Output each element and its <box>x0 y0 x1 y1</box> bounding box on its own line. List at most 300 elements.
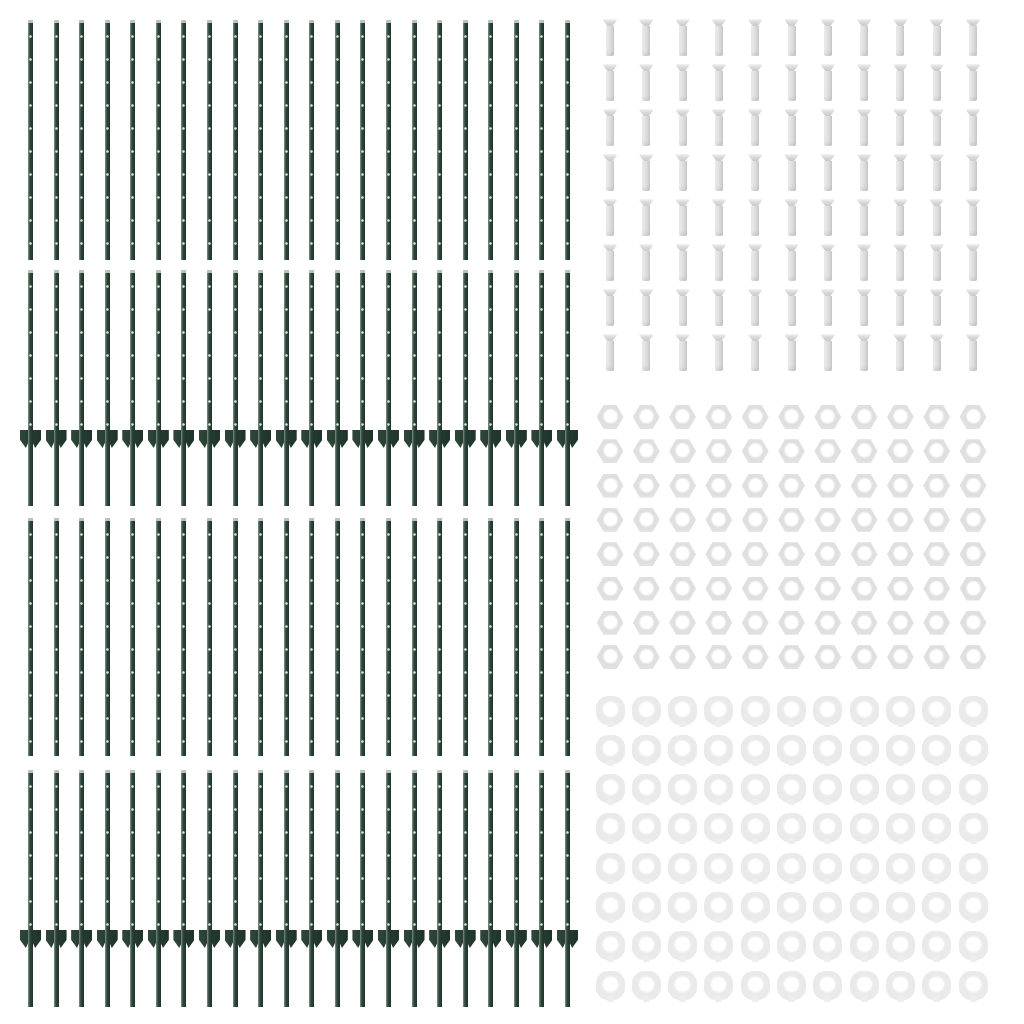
washer-icon <box>959 971 988 1000</box>
bolt-icon <box>639 19 653 56</box>
bolt-head <box>930 109 944 116</box>
bolt-icon <box>676 244 690 281</box>
washer-icon <box>922 971 951 1000</box>
fence-post <box>156 270 161 506</box>
bolt-icon <box>676 64 690 101</box>
post-holes <box>54 523 59 751</box>
bolt-head <box>857 109 871 116</box>
bolt-shank <box>824 206 832 236</box>
post-holes <box>488 25 493 255</box>
hex-nut-icon <box>923 542 950 566</box>
bolt-icon <box>712 244 726 281</box>
post-holes <box>565 275 570 431</box>
bolt-icon <box>748 64 762 101</box>
bolt-shank <box>933 161 941 191</box>
post-holes <box>207 775 212 931</box>
fence-post <box>463 770 468 1007</box>
hex-nut-icon <box>960 645 987 669</box>
washer-icon <box>668 892 697 921</box>
bolt-head <box>603 244 617 251</box>
bolt-icon <box>712 334 726 371</box>
hex-nut-icon <box>923 474 950 498</box>
bolt-icon <box>893 109 907 146</box>
fence-post <box>284 770 289 1007</box>
bolt-head <box>893 154 907 161</box>
fence-post <box>386 518 391 756</box>
washer-icon <box>850 774 879 803</box>
bolt-shank <box>715 206 723 236</box>
bolt-shank <box>860 26 868 56</box>
fence-post <box>309 518 314 756</box>
hex-nut-icon <box>960 474 987 498</box>
washer-icon <box>777 853 806 882</box>
post-holes <box>79 775 84 931</box>
bolt-shank <box>715 71 723 101</box>
washer-icon <box>668 774 697 803</box>
washer-icon <box>886 696 915 725</box>
bolt-icon <box>748 199 762 236</box>
bolt-shank <box>679 116 687 146</box>
bolt-head <box>785 244 799 251</box>
bolt-shank <box>896 116 904 146</box>
fence-post <box>130 518 135 756</box>
bolt-head <box>603 64 617 71</box>
bolt-shank <box>933 26 941 56</box>
post-holes <box>28 523 33 751</box>
washer-icon <box>777 971 806 1000</box>
hex-nut-icon <box>742 577 769 601</box>
washer-icon <box>596 853 625 882</box>
fence-post <box>539 770 544 1007</box>
bolt-head <box>712 19 726 26</box>
hex-nut-icon <box>887 645 914 669</box>
washer-icon <box>596 971 625 1000</box>
bolt-icon <box>821 334 835 371</box>
hex-nut-icon <box>705 508 732 532</box>
bolt-icon <box>712 109 726 146</box>
post-holes <box>258 775 263 931</box>
bolt-shank <box>896 251 904 281</box>
bolt-shank <box>751 161 759 191</box>
washer-icon <box>850 813 879 842</box>
washer-icon <box>922 735 951 764</box>
post-holes <box>130 775 135 931</box>
bolt-head <box>893 64 907 71</box>
bolt-shank <box>642 71 650 101</box>
fence-post <box>105 270 110 506</box>
post-holes <box>412 775 417 931</box>
post-holes <box>258 523 263 751</box>
post-holes <box>437 775 442 931</box>
post-holes <box>309 275 314 431</box>
hex-nut-icon <box>669 577 696 601</box>
bolt-icon <box>712 154 726 191</box>
hex-nut-icon <box>633 577 660 601</box>
washer-icon <box>668 931 697 960</box>
bolt-head <box>821 334 835 341</box>
bolt-head <box>785 19 799 26</box>
washer-icon <box>704 971 733 1000</box>
post-holes <box>335 523 340 751</box>
bolt-shank <box>824 251 832 281</box>
fence-post <box>565 270 570 506</box>
bolt-icon <box>785 289 799 326</box>
bolt-shank <box>679 26 687 56</box>
bolt-icon <box>676 289 690 326</box>
bolt-shank <box>969 116 977 146</box>
bolt-head <box>893 19 907 26</box>
washer-icon <box>886 735 915 764</box>
post-holes <box>335 775 340 931</box>
bolt-icon <box>603 289 617 326</box>
bolt-shank <box>896 296 904 326</box>
washer-icon <box>959 774 988 803</box>
bolt-head <box>966 109 980 116</box>
fence-post <box>386 770 391 1007</box>
post-holes <box>335 275 340 431</box>
post-holes <box>386 775 391 931</box>
hex-nut-icon <box>851 508 878 532</box>
bolt-icon <box>966 244 980 281</box>
hex-nut-icon <box>597 439 624 463</box>
washer-icon <box>813 813 842 842</box>
bolt-shank <box>642 161 650 191</box>
hex-nut-icon <box>705 542 732 566</box>
fence-post <box>207 20 212 260</box>
bolt-head <box>930 154 944 161</box>
bolt-head <box>639 244 653 251</box>
bolt-head <box>748 64 762 71</box>
washer-icon <box>777 774 806 803</box>
bolt-head <box>821 64 835 71</box>
post-holes <box>79 523 84 751</box>
bolt-icon <box>857 19 871 56</box>
fence-post <box>54 20 59 260</box>
fence-post <box>335 20 340 260</box>
fence-post <box>565 20 570 260</box>
post-holes <box>360 523 365 751</box>
fence-post <box>360 518 365 756</box>
bolt-shank <box>751 251 759 281</box>
bolt-shank <box>788 26 796 56</box>
bolt-head <box>639 19 653 26</box>
bolt-shank <box>788 296 796 326</box>
bolt-head <box>639 109 653 116</box>
post-holes <box>181 275 186 431</box>
bolt-shank <box>606 71 614 101</box>
washer-icon <box>596 774 625 803</box>
fence-post <box>28 20 33 260</box>
bolt-head <box>966 244 980 251</box>
bolt-icon <box>785 334 799 371</box>
bolt-head <box>966 64 980 71</box>
bolt-head <box>966 289 980 296</box>
fence-post <box>54 270 59 506</box>
bolt-shank <box>606 251 614 281</box>
bolt-icon <box>639 334 653 371</box>
fence-post <box>207 270 212 506</box>
bolt-shank <box>642 341 650 371</box>
washer-icon <box>632 853 661 882</box>
washer-icon <box>922 774 951 803</box>
post-holes <box>130 25 135 255</box>
bolt-shank <box>642 116 650 146</box>
bolt-icon <box>893 289 907 326</box>
bolt-shank <box>606 26 614 56</box>
bolt-head <box>603 19 617 26</box>
post-holes <box>79 25 84 255</box>
bolt-shank <box>896 341 904 371</box>
washer-icon <box>741 774 770 803</box>
washer-icon <box>813 853 842 882</box>
fence-post <box>79 770 84 1007</box>
hex-nut-icon <box>633 645 660 669</box>
hex-nut-icon <box>597 542 624 566</box>
bolt-head <box>821 199 835 206</box>
bolt-icon <box>821 244 835 281</box>
hex-nut-icon <box>742 474 769 498</box>
bolt-icon <box>785 19 799 56</box>
bolt-head <box>676 244 690 251</box>
post-holes <box>156 25 161 255</box>
post-holes <box>488 775 493 931</box>
hex-nut-icon <box>851 577 878 601</box>
post-holes <box>463 775 468 931</box>
fence-post <box>284 20 289 260</box>
bolt-icon <box>785 64 799 101</box>
fence-post <box>233 518 238 756</box>
hex-nut-icon <box>851 474 878 498</box>
bolt-shank <box>969 296 977 326</box>
post-holes <box>54 25 59 255</box>
bolt-head <box>966 19 980 26</box>
washer-icon <box>886 892 915 921</box>
bolt-head <box>639 64 653 71</box>
bolt-shank <box>933 71 941 101</box>
washer-icon <box>959 853 988 882</box>
post-holes <box>284 775 289 931</box>
fence-post <box>386 20 391 260</box>
fence-post <box>309 20 314 260</box>
fence-post <box>437 270 442 506</box>
bolt-shank <box>715 161 723 191</box>
hex-nut-icon <box>705 474 732 498</box>
bolt-head <box>712 64 726 71</box>
post-holes <box>386 523 391 751</box>
bolt-head <box>748 199 762 206</box>
hex-nut-icon <box>778 645 805 669</box>
fence-post <box>335 518 340 756</box>
hex-nut-icon <box>814 542 841 566</box>
post-holes <box>105 25 110 255</box>
post-holes <box>284 523 289 751</box>
hex-nut-icon <box>851 645 878 669</box>
post-holes <box>514 25 519 255</box>
bolt-head <box>676 154 690 161</box>
bolt-icon <box>712 64 726 101</box>
hex-nut-icon <box>887 439 914 463</box>
washer-icon <box>886 971 915 1000</box>
fence-post <box>233 20 238 260</box>
hex-nut-icon <box>887 508 914 532</box>
bolt-shank <box>751 341 759 371</box>
bolt-icon <box>857 334 871 371</box>
hex-nut-icon <box>778 439 805 463</box>
fence-post <box>28 770 33 1007</box>
washer-icon <box>959 696 988 725</box>
fence-post <box>105 518 110 756</box>
bolt-icon <box>603 64 617 101</box>
washer-icon <box>922 892 951 921</box>
bolt-head <box>603 199 617 206</box>
bolt-icon <box>712 19 726 56</box>
washer-icon <box>777 696 806 725</box>
bolt-icon <box>785 199 799 236</box>
fence-post <box>412 20 417 260</box>
bolt-shank <box>969 161 977 191</box>
washer-icon <box>959 931 988 960</box>
fence-post <box>258 20 263 260</box>
fence-post <box>565 518 570 756</box>
post-holes <box>437 275 442 431</box>
bolt-shank <box>933 116 941 146</box>
post-holes <box>412 275 417 431</box>
post-holes <box>130 275 135 431</box>
washer-icon <box>886 774 915 803</box>
bolt-shank <box>715 296 723 326</box>
bolt-icon <box>821 154 835 191</box>
hex-nut-icon <box>887 474 914 498</box>
washer-icon <box>668 971 697 1000</box>
washer-icon <box>632 813 661 842</box>
bolt-head <box>603 154 617 161</box>
hex-nut-icon <box>669 611 696 635</box>
hex-nut-icon <box>923 577 950 601</box>
bolt-head <box>857 64 871 71</box>
bolt-icon <box>930 109 944 146</box>
bolt-icon <box>893 199 907 236</box>
bolt-icon <box>676 199 690 236</box>
bolt-icon <box>893 154 907 191</box>
fence-post <box>539 270 544 506</box>
bolt-shank <box>896 71 904 101</box>
washer-icon <box>813 774 842 803</box>
washer-icon <box>741 892 770 921</box>
bolt-head <box>639 199 653 206</box>
hex-nut-icon <box>705 611 732 635</box>
hex-nut-icon <box>814 645 841 669</box>
bolt-head <box>676 199 690 206</box>
bolt-head <box>966 154 980 161</box>
bolt-icon <box>930 244 944 281</box>
bolt-icon <box>857 199 871 236</box>
bolt-head <box>676 289 690 296</box>
bolt-icon <box>966 199 980 236</box>
bolt-head <box>821 109 835 116</box>
bolt-shank <box>788 116 796 146</box>
fence-post <box>233 270 238 506</box>
bolt-icon <box>857 64 871 101</box>
washer-icon <box>886 931 915 960</box>
bolt-shank <box>606 161 614 191</box>
hex-nut-icon <box>669 405 696 429</box>
bolt-icon <box>966 289 980 326</box>
post-holes <box>156 775 161 931</box>
bolt-head <box>930 244 944 251</box>
washer-icon <box>704 853 733 882</box>
fence-post <box>130 770 135 1007</box>
fence-post <box>105 20 110 260</box>
hex-nut-icon <box>597 577 624 601</box>
fence-post <box>488 770 493 1007</box>
bolt-icon <box>893 19 907 56</box>
bolt-icon <box>603 199 617 236</box>
bolt-icon <box>821 199 835 236</box>
bolt-icon <box>748 289 762 326</box>
hex-nut-icon <box>669 439 696 463</box>
bolt-head <box>893 244 907 251</box>
bolt-icon <box>821 64 835 101</box>
bolt-icon <box>966 154 980 191</box>
bolt-shank <box>860 116 868 146</box>
bolt-icon <box>603 244 617 281</box>
washer-icon <box>668 813 697 842</box>
fence-post <box>437 20 442 260</box>
bolt-shank <box>824 296 832 326</box>
post-holes <box>258 25 263 255</box>
hex-nut-icon <box>633 474 660 498</box>
bolt-shank <box>715 251 723 281</box>
bolt-head <box>748 19 762 26</box>
hex-nut-icon <box>705 405 732 429</box>
bolt-head <box>748 289 762 296</box>
post-holes <box>207 275 212 431</box>
fence-post <box>360 770 365 1007</box>
bolt-icon <box>639 289 653 326</box>
bolt-icon <box>930 19 944 56</box>
hex-nut-icon <box>669 474 696 498</box>
hex-nut-icon <box>742 405 769 429</box>
hex-nut-icon <box>960 439 987 463</box>
fence-post <box>54 770 59 1007</box>
fence-post <box>28 518 33 756</box>
bolt-head <box>785 289 799 296</box>
hex-nut-icon <box>814 508 841 532</box>
bolt-icon <box>639 109 653 146</box>
washer-icon <box>850 971 879 1000</box>
hex-nut-icon <box>669 542 696 566</box>
hex-nut-icon <box>633 439 660 463</box>
fence-post <box>309 770 314 1007</box>
hex-nut-icon <box>742 439 769 463</box>
bolt-head <box>639 334 653 341</box>
hex-nut-icon <box>960 405 987 429</box>
bolt-shank <box>642 26 650 56</box>
washer-icon <box>777 892 806 921</box>
bolt-head <box>930 19 944 26</box>
bolt-shank <box>896 161 904 191</box>
washer-icon <box>704 696 733 725</box>
post-holes <box>309 523 314 751</box>
hex-nut-icon <box>851 439 878 463</box>
hex-nut-icon <box>669 645 696 669</box>
hex-nut-icon <box>923 508 950 532</box>
hex-nut-icon <box>742 542 769 566</box>
bolt-head <box>857 289 871 296</box>
post-holes <box>233 523 238 751</box>
hex-nut-icon <box>923 405 950 429</box>
bolt-shank <box>860 71 868 101</box>
